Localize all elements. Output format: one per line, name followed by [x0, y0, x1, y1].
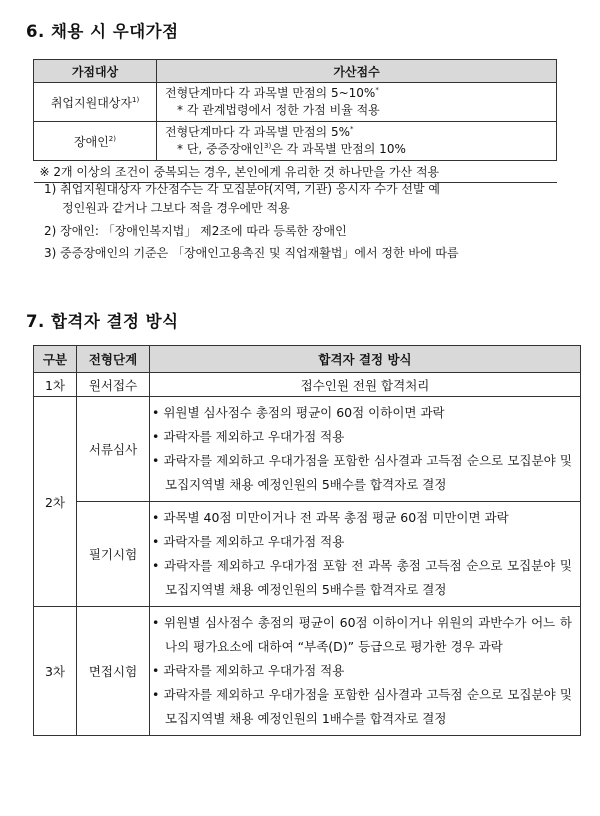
col-header-stage: 전형단계 — [77, 346, 150, 373]
table-row — [34, 502, 581, 607]
method-application: 접수인원 전원 합격처리 — [150, 373, 581, 397]
footnote-3: 3) 중증장애인의 기준은 「장애인고용촉진 및 직업재활법」에서 정한 바에 따름 — [44, 246, 459, 260]
table-row — [34, 83, 557, 122]
stage-document-review: 서류심사 — [77, 397, 150, 502]
bullet-item: • 과락자를 제외하고 우대가점 포함 전 과목 총점 고득점 순으로 모집분야 및 모집지역별 채용 예정인원의 5배수를 합격자로 결정 — [152, 558, 572, 597]
footnote-1-cont: 정인원과 같거나 그보다 적을 경우에만 적용 — [62, 201, 290, 215]
table-row — [34, 373, 581, 397]
row-points-disabled: 전형단계마다 각 과목별 만점의 5%* * 단, 중증장애인$^{3)}$은 각 과목별 만점의 10% — [157, 122, 557, 161]
col-header-target: 가점대상 — [34, 60, 157, 83]
phase-1: 1차 — [34, 373, 77, 397]
stage-interview: 면접시험 — [77, 607, 150, 736]
bullet-item: • 과락자를 제외하고 우대가점 적용 — [152, 534, 345, 549]
bullet-item: • 과락자를 제외하고 우대가점을 포함한 심사결과 고득점 순으로 모집분야 및 모집지역별 채용 예정인원의 5배수를 합격자로 결정 — [152, 453, 572, 492]
footnotes — [44, 180, 440, 218]
stage-application: 원서접수 — [77, 373, 150, 397]
row-label-veterans: 취업지원대상자$^{1)}$ — [34, 83, 157, 122]
bullet-item: • 과락자를 제외하고 우대가점을 포함한 심사결과 고득점 순으로 모집분야 및 모집지역별 채용 예정인원의 1배수를 합격자로 결정 — [152, 687, 572, 726]
bullet-item: • 위원별 심사점수 총점의 평균이 60점 이하이거나 위원의 과반수가 어느 하나의 평가요소에 대하여 “부족(D)” 등급으로 평가한 경우 과락 — [152, 615, 572, 654]
method-interview — [150, 607, 581, 736]
method-written-exam — [150, 502, 581, 607]
col-header-method: 합격자 결정 방식 — [150, 346, 581, 373]
selection-method-table — [33, 345, 581, 736]
row-label-disabled: 장애인$^{2)}$ — [34, 122, 157, 161]
footnote-1: 1) 취업지원대상자 가산점수는 각 모집분야(지역, 기관) 응시자 수가 선발 예 — [44, 182, 440, 196]
table-row — [34, 397, 581, 502]
table-header-row — [34, 346, 581, 373]
bullet-item: • 과락자를 제외하고 우대가점 적용 — [152, 663, 345, 678]
table-row — [34, 607, 581, 736]
phase-3: 3차 — [34, 607, 77, 736]
bullet-item: • 위원별 심사점수 총점의 평균이 60점 이하이면 과락 — [152, 405, 445, 420]
bullet-item: • 과목별 40점 미만이거나 전 과목 총점 평균 60점 미만이면 과락 — [152, 510, 509, 525]
table-header-row — [34, 60, 557, 83]
phase-2: 2차 — [34, 397, 77, 607]
col-header-phase: 구분 — [34, 346, 77, 373]
bullet-item: • 과락자를 제외하고 우대가점 적용 — [152, 429, 345, 444]
duplicate-note: ※ 2개 이상의 조건이 중복되는 경우, 본인에게 유리한 것 하나만을 가산 적용 — [34, 161, 557, 183]
stage-written-exam: 필기시험 — [77, 502, 150, 607]
bonus-points-table — [33, 59, 557, 183]
section-7-title: 7. 합격자 결정 방식 — [26, 312, 179, 331]
table-row — [34, 122, 557, 161]
col-header-points: 가산점수 — [157, 60, 557, 83]
method-document-review — [150, 397, 581, 502]
footnote-2: 2) 장애인: 「장애인복지법」 제2조에 따라 등록한 장애인 — [44, 224, 347, 238]
row-points-veterans: 전형단계마다 각 과목별 만점의 5~10%* * 각 관계법령에서 정한 가점 비율 적용 — [157, 83, 557, 122]
section-6-title: 6. 채용 시 우대가점 — [26, 22, 179, 41]
